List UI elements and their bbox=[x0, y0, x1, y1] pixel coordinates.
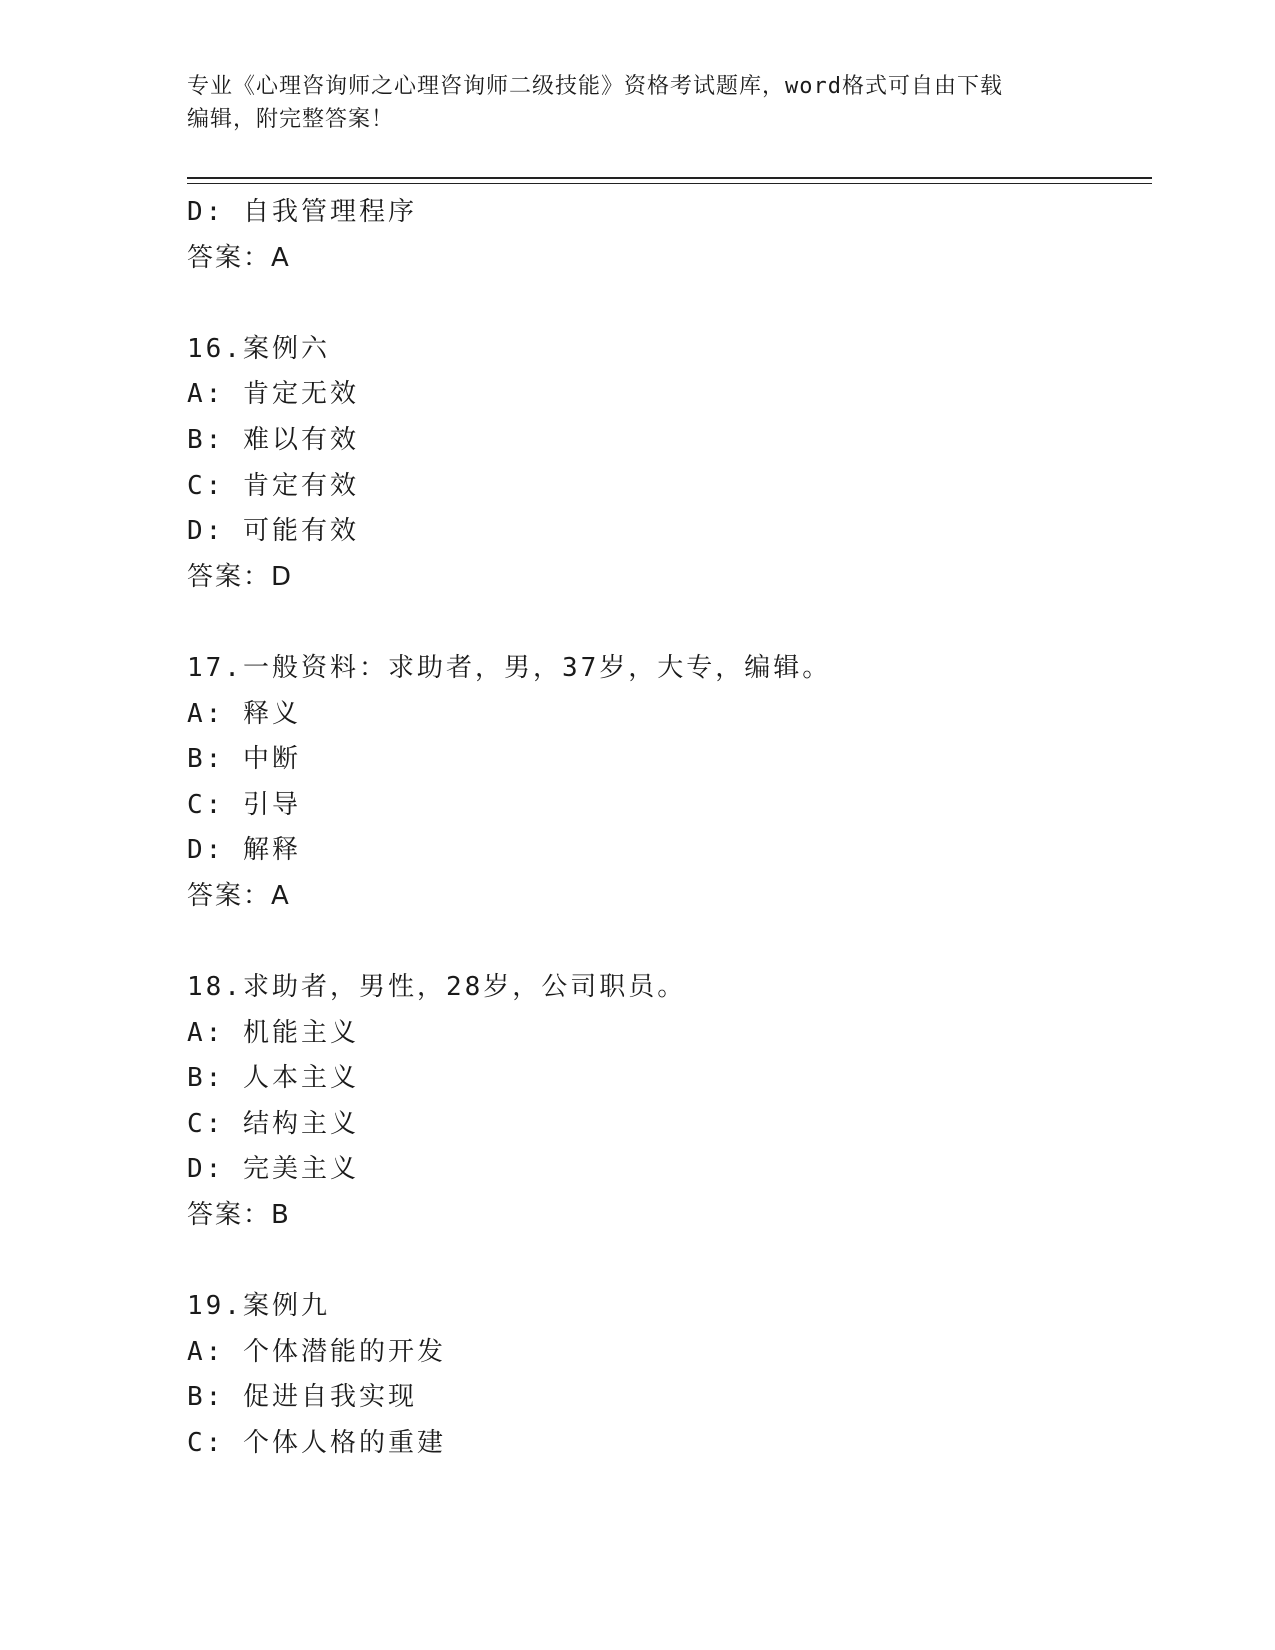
option-c: C: 肯定有效 bbox=[187, 470, 359, 501]
page-header bbox=[187, 70, 1087, 136]
question-18 bbox=[187, 965, 1152, 1239]
option-d: D: 可能有效 bbox=[187, 516, 359, 547]
question-19 bbox=[187, 1284, 1152, 1466]
option-c: C: 个体人格的重建 bbox=[187, 1428, 446, 1459]
header-line-1: 专业《心理咨询师之心理咨询师二级技能》资格考试题库，word格式可自由下载 bbox=[187, 74, 1003, 99]
header-divider-thick bbox=[187, 177, 1152, 179]
answer-line: 答案：D bbox=[187, 561, 294, 592]
spacer bbox=[187, 1239, 1152, 1285]
question-list bbox=[187, 190, 1152, 1467]
spacer bbox=[187, 281, 1152, 327]
header-line-2: 编辑，附完整答案！ bbox=[187, 107, 395, 132]
question-17 bbox=[187, 646, 1152, 920]
option-a: A: 释义 bbox=[187, 698, 301, 729]
option-a: A: 个体潜能的开发 bbox=[187, 1336, 446, 1367]
option-d: D: 自我管理程序 bbox=[187, 197, 417, 227]
option-b: B: 促进自我实现 bbox=[187, 1382, 417, 1413]
header-divider-thin bbox=[187, 183, 1152, 184]
option-b: B: 难以有效 bbox=[187, 424, 359, 455]
answer-line: 答案：B bbox=[187, 1200, 291, 1231]
option-a: A: 机能主义 bbox=[187, 1017, 359, 1048]
option-c: C: 引导 bbox=[187, 789, 301, 820]
answer-line: 答案：A bbox=[187, 242, 291, 273]
option-d: D: 完美主义 bbox=[187, 1154, 359, 1185]
answer-line: 答案：A bbox=[187, 880, 291, 911]
spacer bbox=[187, 920, 1152, 966]
question-stem: 18.求助者，男性，28岁，公司职员。 bbox=[187, 972, 687, 1003]
option-d: D: 解释 bbox=[187, 835, 301, 866]
spacer bbox=[187, 600, 1152, 646]
option-b: B: 人本主义 bbox=[187, 1063, 359, 1094]
question-16 bbox=[187, 327, 1152, 601]
option-b: B: 中断 bbox=[187, 744, 301, 775]
question-stem: 19.案例九 bbox=[187, 1291, 330, 1322]
option-a: A: 肯定无效 bbox=[187, 379, 359, 410]
question-stem: 17.一般资料：求助者，男，37岁，大专，编辑。 bbox=[187, 652, 832, 683]
question-stem: 16.案例六 bbox=[187, 333, 330, 364]
option-c: C: 结构主义 bbox=[187, 1108, 359, 1139]
